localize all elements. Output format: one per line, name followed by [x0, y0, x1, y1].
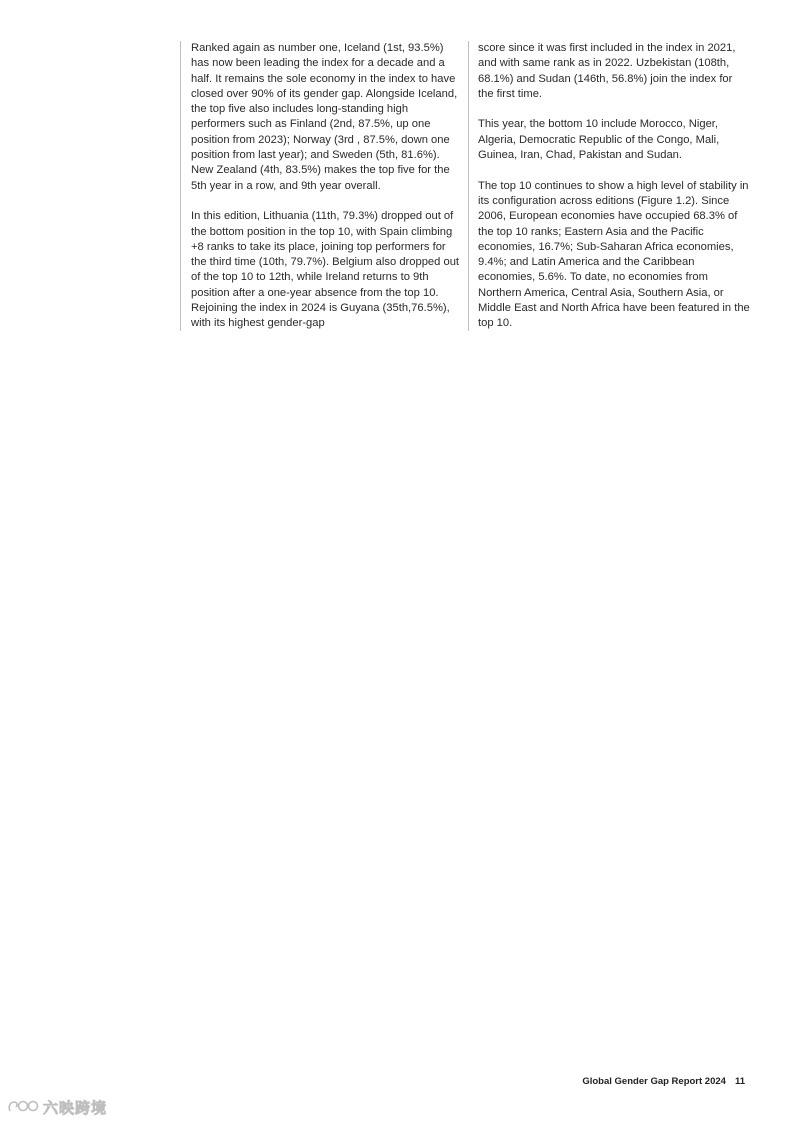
paragraph-new-entrants: score since it was first included in the index in 2021, and with same rank as in 2022. Uzbekistan (108th, 68.1%) and Sudan (146th, 56.8%) join the index for the first time. [478, 42, 736, 100]
paragraph-bottom-ten: This year, the bottom 10 include Morocco, Niger, Algeria, Democratic Republic of the Congo, Mali, Guinea, Iran, Chad, Pakistan and Sudan. [478, 118, 720, 162]
watermark [6, 1096, 107, 1118]
right-text-column [468, 41, 750, 331]
left-text-column [180, 41, 463, 331]
paragraph-top-ten-stability: The top 10 continues to show a high level of stability in its configuration across editions (Figure 1.2). Since 2006, European economies have occupied 68.3% of the top 10 ranks; Eastern Asia and the Pacific economies, 16.7%; Sub-Saharan Africa economies, 9.4%; and Latin America and the Caribbean economies, 5.6%. To date, no economies from Northern America, Central Asia, Southern Asia, or Middle East and North Africa have been featured in the top 10. [478, 179, 750, 330]
page-number: 11 [734, 1076, 745, 1087]
watermark-text: 六映跨境 [43, 1098, 108, 1117]
logo-mark-icon [6, 1098, 40, 1116]
paragraph-this-edition: In this edition, Lithuania (11th, 79.3%) dropped out of the bottom position in the top 10, with Spain climbing +8 ranks to take its place, joining top performers for the third time (10th, 79.7%). Belgium also dropped out of the top 10 to 12th, while Ireland returns to 9th position after a one-year absence from the top 10. Rejoining the index in 2024 is Guyana (35th,76.5%), with its highest gender-gap [191, 210, 460, 330]
page-footer [560, 1076, 745, 1087]
paragraph-top-five: Ranked again as number one, Iceland (1st, 93.5%) has now been leading the index for a decade and a half. It remains the sole economy in the index to have closed over 90% of its gender gap. Alongside Iceland, the top five also includes long-standing high performers such as Finland (2nd, 87.5%, up one position from 2023); Norway (3rd , 87.5%, down one position from last year); and Sweden (5th, 81.6%). New Zealand (4th, 83.5%) makes the top five for the 5th year in a row, and 9th year overall. [191, 42, 458, 192]
report-title: Global Gender Gap Report 2024 [582, 1076, 726, 1087]
